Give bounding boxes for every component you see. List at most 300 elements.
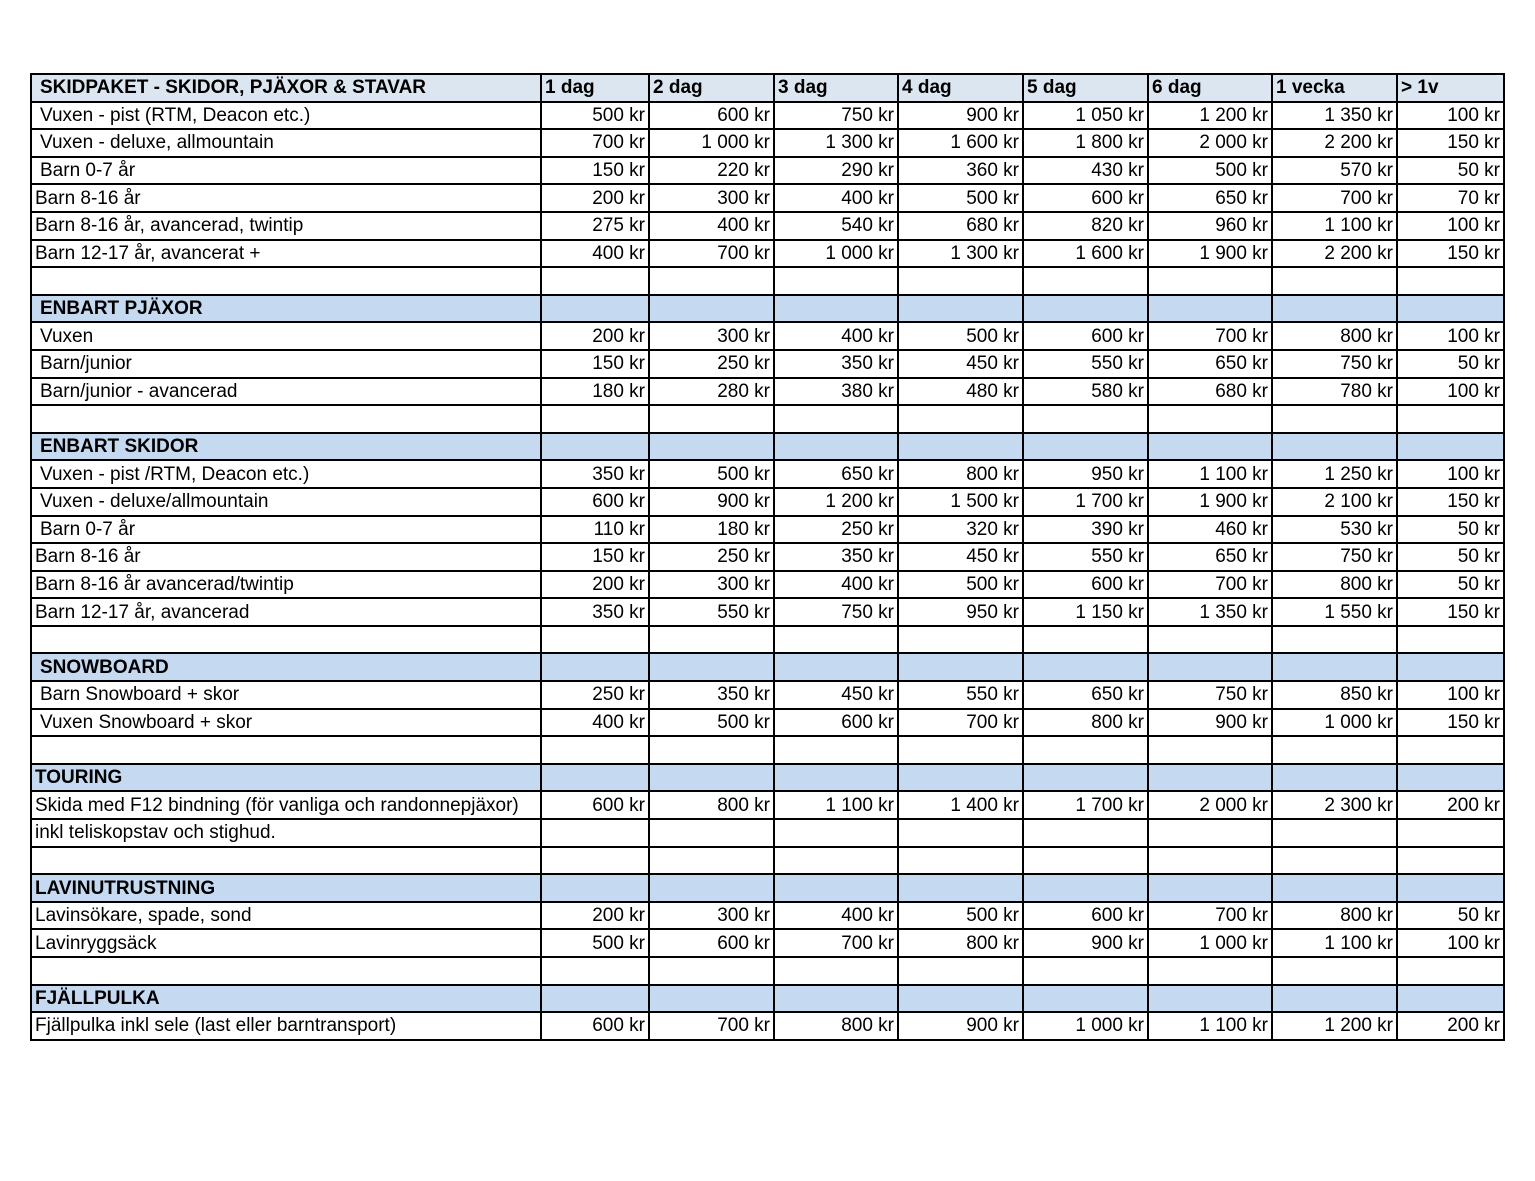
header-col-6-dag: 6 dag bbox=[1148, 74, 1272, 102]
price-cell: 600 kr bbox=[1023, 184, 1148, 212]
price-cell: 400 kr bbox=[541, 240, 649, 268]
empty-cell bbox=[774, 847, 898, 875]
price-cell: 700 kr bbox=[1148, 322, 1272, 350]
price-cell: 400 kr bbox=[774, 184, 898, 212]
header-col-5-dag: 5 dag bbox=[1023, 74, 1148, 102]
table-row bbox=[31, 322, 1504, 350]
price-cell: 950 kr bbox=[898, 598, 1023, 626]
empty-cell bbox=[649, 957, 774, 985]
table-row bbox=[31, 709, 1504, 737]
header-row bbox=[31, 74, 1504, 102]
empty-cell bbox=[649, 847, 774, 875]
empty-cell bbox=[541, 736, 649, 764]
empty-cell bbox=[1272, 874, 1397, 902]
price-cell: 650 kr bbox=[1148, 350, 1272, 378]
empty-cell bbox=[774, 957, 898, 985]
header-col-2-dag: 2 dag bbox=[649, 74, 774, 102]
price-cell: 1 150 kr bbox=[1023, 598, 1148, 626]
empty-cell bbox=[1397, 405, 1504, 433]
empty-cell bbox=[898, 736, 1023, 764]
price-cell: 600 kr bbox=[774, 709, 898, 737]
empty-cell bbox=[898, 764, 1023, 792]
price-cell: 1 000 kr bbox=[1023, 1012, 1148, 1040]
empty-cell bbox=[1023, 626, 1148, 654]
price-cell: 1 550 kr bbox=[1272, 598, 1397, 626]
price-cell: 950 kr bbox=[1023, 460, 1148, 488]
price-cell: 800 kr bbox=[1272, 322, 1397, 350]
empty-cell bbox=[1023, 653, 1148, 681]
price-cell: 750 kr bbox=[1148, 681, 1272, 709]
empty-cell bbox=[1272, 405, 1397, 433]
price-cell: 750 kr bbox=[774, 598, 898, 626]
blank-row bbox=[31, 267, 1504, 295]
price-cell: 700 kr bbox=[1272, 184, 1397, 212]
section-title: ENBART PJÄXOR bbox=[31, 295, 541, 323]
table-row bbox=[31, 378, 1504, 406]
price-cell: 100 kr bbox=[1397, 102, 1504, 130]
price-cell: 200 kr bbox=[1397, 791, 1504, 819]
price-cell: 1 100 kr bbox=[1272, 212, 1397, 240]
empty-cell bbox=[541, 847, 649, 875]
table-row bbox=[31, 819, 1504, 847]
price-cell: 1 300 kr bbox=[774, 129, 898, 157]
empty-cell bbox=[898, 653, 1023, 681]
price-cell: 1 100 kr bbox=[1148, 460, 1272, 488]
price-cell: 700 kr bbox=[774, 929, 898, 957]
price-cell: 450 kr bbox=[898, 543, 1023, 571]
price-cell: 50 kr bbox=[1397, 543, 1504, 571]
price-cell: 350 kr bbox=[541, 460, 649, 488]
item-label: Barn 0-7 år bbox=[31, 516, 541, 544]
empty-cell bbox=[1023, 957, 1148, 985]
empty-cell bbox=[1397, 874, 1504, 902]
empty-cell bbox=[1023, 985, 1148, 1013]
price-cell: 700 kr bbox=[649, 240, 774, 268]
price-cell: 150 kr bbox=[1397, 598, 1504, 626]
empty-cell bbox=[1148, 626, 1272, 654]
empty-cell bbox=[774, 764, 898, 792]
price-cell: 450 kr bbox=[898, 350, 1023, 378]
empty-cell bbox=[1397, 295, 1504, 323]
empty-cell bbox=[649, 433, 774, 461]
price-cell: 150 kr bbox=[541, 350, 649, 378]
empty-cell bbox=[541, 957, 649, 985]
price-cell: 400 kr bbox=[774, 322, 898, 350]
price-cell: 390 kr bbox=[1023, 516, 1148, 544]
empty-cell bbox=[649, 653, 774, 681]
empty-cell bbox=[1148, 985, 1272, 1013]
price-cell bbox=[1023, 819, 1148, 847]
price-cell: 50 kr bbox=[1397, 516, 1504, 544]
empty-cell bbox=[1272, 653, 1397, 681]
table-row bbox=[31, 516, 1504, 544]
price-cell: 700 kr bbox=[1148, 571, 1272, 599]
price-cell: 2 300 kr bbox=[1272, 791, 1397, 819]
price-cell bbox=[541, 819, 649, 847]
price-cell: 650 kr bbox=[1148, 184, 1272, 212]
price-cell: 50 kr bbox=[1397, 902, 1504, 930]
price-cell: 220 kr bbox=[649, 157, 774, 185]
header-col-3-dag: 3 dag bbox=[774, 74, 898, 102]
section-title: ENBART SKIDOR bbox=[31, 433, 541, 461]
empty-cell bbox=[649, 295, 774, 323]
price-cell: 2 200 kr bbox=[1272, 240, 1397, 268]
price-cell: 50 kr bbox=[1397, 571, 1504, 599]
price-cell: 275 kr bbox=[541, 212, 649, 240]
empty-cell bbox=[774, 736, 898, 764]
header-col-over-1v: > 1v bbox=[1397, 74, 1504, 102]
section-header-row bbox=[31, 295, 1504, 323]
price-cell bbox=[774, 819, 898, 847]
price-cell: 800 kr bbox=[1272, 571, 1397, 599]
empty-cell bbox=[1148, 267, 1272, 295]
price-cell: 400 kr bbox=[649, 212, 774, 240]
section-header-row bbox=[31, 653, 1504, 681]
empty-cell bbox=[649, 626, 774, 654]
empty-cell bbox=[649, 874, 774, 902]
table-row bbox=[31, 681, 1504, 709]
item-label: Lavinryggsäck bbox=[31, 929, 541, 957]
empty-cell bbox=[1272, 736, 1397, 764]
empty-cell bbox=[1148, 295, 1272, 323]
empty-cell bbox=[1148, 847, 1272, 875]
empty-cell bbox=[1023, 847, 1148, 875]
item-label: Lavinsökare, spade, sond bbox=[31, 902, 541, 930]
empty-cell bbox=[541, 626, 649, 654]
item-label: Vuxen - pist (RTM, Deacon etc.) bbox=[31, 102, 541, 130]
price-cell: 600 kr bbox=[541, 791, 649, 819]
price-cell: 1 050 kr bbox=[1023, 102, 1148, 130]
price-cell: 300 kr bbox=[649, 184, 774, 212]
section-header-row bbox=[31, 874, 1504, 902]
empty-cell bbox=[541, 295, 649, 323]
empty-cell bbox=[774, 653, 898, 681]
empty-cell bbox=[898, 433, 1023, 461]
price-cell: 500 kr bbox=[541, 929, 649, 957]
price-cell: 1 000 kr bbox=[1272, 709, 1397, 737]
empty-cell bbox=[1148, 764, 1272, 792]
price-cell: 550 kr bbox=[1023, 350, 1148, 378]
section-header-row bbox=[31, 985, 1504, 1013]
item-label: Barn/junior bbox=[31, 350, 541, 378]
price-cell bbox=[649, 819, 774, 847]
empty-cell bbox=[31, 626, 541, 654]
empty-cell bbox=[1272, 626, 1397, 654]
empty-cell bbox=[31, 847, 541, 875]
price-cell: 750 kr bbox=[1272, 543, 1397, 571]
empty-cell bbox=[541, 267, 649, 295]
empty-cell bbox=[898, 847, 1023, 875]
price-cell: 600 kr bbox=[541, 488, 649, 516]
table-row bbox=[31, 129, 1504, 157]
item-label: Vuxen - deluxe/allmountain bbox=[31, 488, 541, 516]
price-cell: 550 kr bbox=[1023, 543, 1148, 571]
price-cell: 900 kr bbox=[898, 1012, 1023, 1040]
empty-cell bbox=[1272, 433, 1397, 461]
price-cell: 750 kr bbox=[1272, 350, 1397, 378]
price-cell: 380 kr bbox=[774, 378, 898, 406]
price-cell: 500 kr bbox=[898, 322, 1023, 350]
price-cell: 2 200 kr bbox=[1272, 129, 1397, 157]
price-cell: 900 kr bbox=[898, 102, 1023, 130]
price-cell: 800 kr bbox=[1272, 902, 1397, 930]
empty-cell bbox=[898, 267, 1023, 295]
empty-cell bbox=[1023, 295, 1148, 323]
table-row bbox=[31, 543, 1504, 571]
price-cell: 150 kr bbox=[541, 543, 649, 571]
price-cell: 360 kr bbox=[898, 157, 1023, 185]
price-cell bbox=[898, 819, 1023, 847]
empty-cell bbox=[1023, 433, 1148, 461]
price-cell: 800 kr bbox=[898, 929, 1023, 957]
price-cell: 1 350 kr bbox=[1148, 598, 1272, 626]
empty-cell bbox=[1272, 764, 1397, 792]
empty-cell bbox=[31, 736, 541, 764]
empty-cell bbox=[1397, 626, 1504, 654]
empty-cell bbox=[1397, 267, 1504, 295]
empty-cell bbox=[1397, 433, 1504, 461]
empty-cell bbox=[1272, 847, 1397, 875]
price-cell: 200 kr bbox=[541, 322, 649, 350]
price-cell: 800 kr bbox=[1023, 709, 1148, 737]
price-cell: 780 kr bbox=[1272, 378, 1397, 406]
price-cell: 320 kr bbox=[898, 516, 1023, 544]
item-label: Fjällpulka inkl sele (last eller barntransport) bbox=[31, 1012, 541, 1040]
table-row bbox=[31, 240, 1504, 268]
price-cell: 960 kr bbox=[1148, 212, 1272, 240]
price-cell: 1 100 kr bbox=[1148, 1012, 1272, 1040]
price-cell: 550 kr bbox=[898, 681, 1023, 709]
price-cell: 1 100 kr bbox=[774, 791, 898, 819]
price-cell: 1 300 kr bbox=[898, 240, 1023, 268]
price-cell: 200 kr bbox=[1397, 1012, 1504, 1040]
price-cell: 180 kr bbox=[541, 378, 649, 406]
price-cell: 150 kr bbox=[541, 157, 649, 185]
empty-cell bbox=[898, 985, 1023, 1013]
empty-cell bbox=[649, 985, 774, 1013]
empty-cell bbox=[1397, 736, 1504, 764]
empty-cell bbox=[31, 267, 541, 295]
table-row bbox=[31, 791, 1504, 819]
table-row bbox=[31, 212, 1504, 240]
price-table bbox=[30, 73, 1505, 1041]
item-label: Barn 8-16 år bbox=[31, 543, 541, 571]
price-cell: 500 kr bbox=[1148, 157, 1272, 185]
price-cell: 680 kr bbox=[1148, 378, 1272, 406]
price-cell: 650 kr bbox=[1148, 543, 1272, 571]
item-label: Barn 12-17 år, avancerad bbox=[31, 598, 541, 626]
price-cell: 900 kr bbox=[1023, 929, 1148, 957]
price-cell: 50 kr bbox=[1397, 157, 1504, 185]
price-cell: 100 kr bbox=[1397, 929, 1504, 957]
table-row bbox=[31, 598, 1504, 626]
price-cell: 1 800 kr bbox=[1023, 129, 1148, 157]
header-col-1-dag: 1 dag bbox=[541, 74, 649, 102]
empty-cell bbox=[774, 295, 898, 323]
price-cell: 480 kr bbox=[898, 378, 1023, 406]
empty-cell bbox=[649, 405, 774, 433]
price-cell: 500 kr bbox=[898, 902, 1023, 930]
empty-cell bbox=[1272, 295, 1397, 323]
price-cell: 300 kr bbox=[649, 322, 774, 350]
price-cell bbox=[1272, 819, 1397, 847]
empty-cell bbox=[1148, 736, 1272, 764]
price-cell: 500 kr bbox=[898, 571, 1023, 599]
empty-cell bbox=[541, 433, 649, 461]
blank-row bbox=[31, 626, 1504, 654]
price-cell: 1 400 kr bbox=[898, 791, 1023, 819]
price-cell: 600 kr bbox=[649, 929, 774, 957]
item-label: Vuxen - deluxe, allmountain bbox=[31, 129, 541, 157]
item-label: Barn 12-17 år, avancerat + bbox=[31, 240, 541, 268]
empty-cell bbox=[649, 764, 774, 792]
price-cell: 1 200 kr bbox=[774, 488, 898, 516]
price-cell: 820 kr bbox=[1023, 212, 1148, 240]
price-cell: 600 kr bbox=[1023, 902, 1148, 930]
empty-cell bbox=[1148, 653, 1272, 681]
empty-cell bbox=[649, 267, 774, 295]
price-cell: 500 kr bbox=[541, 102, 649, 130]
empty-cell bbox=[1397, 653, 1504, 681]
empty-cell bbox=[774, 405, 898, 433]
table-row bbox=[31, 902, 1504, 930]
section-header-row bbox=[31, 433, 1504, 461]
empty-cell bbox=[541, 764, 649, 792]
price-cell: 450 kr bbox=[774, 681, 898, 709]
blank-row bbox=[31, 957, 1504, 985]
header-title: SKIDPAKET - SKIDOR, PJÄXOR & STAVAR bbox=[31, 74, 541, 102]
price-cell: 1 600 kr bbox=[1023, 240, 1148, 268]
price-cell: 680 kr bbox=[898, 212, 1023, 240]
price-cell: 850 kr bbox=[1272, 681, 1397, 709]
price-cell: 150 kr bbox=[1397, 240, 1504, 268]
empty-cell bbox=[1397, 764, 1504, 792]
price-cell: 2 000 kr bbox=[1148, 129, 1272, 157]
empty-cell bbox=[774, 433, 898, 461]
empty-cell bbox=[774, 267, 898, 295]
item-label: Vuxen bbox=[31, 322, 541, 350]
price-cell bbox=[1148, 819, 1272, 847]
empty-cell bbox=[31, 957, 541, 985]
empty-cell bbox=[1148, 957, 1272, 985]
price-cell: 150 kr bbox=[1397, 129, 1504, 157]
price-cell: 460 kr bbox=[1148, 516, 1272, 544]
empty-cell bbox=[898, 957, 1023, 985]
price-cell: 1 250 kr bbox=[1272, 460, 1397, 488]
empty-cell bbox=[1148, 405, 1272, 433]
price-cell: 300 kr bbox=[649, 571, 774, 599]
empty-cell bbox=[1397, 985, 1504, 1013]
price-cell: 800 kr bbox=[774, 1012, 898, 1040]
price-cell: 900 kr bbox=[1148, 709, 1272, 737]
section-title: SNOWBOARD bbox=[31, 653, 541, 681]
price-cell: 540 kr bbox=[774, 212, 898, 240]
item-label: Vuxen Snowboard + skor bbox=[31, 709, 541, 737]
item-label: Barn Snowboard + skor bbox=[31, 681, 541, 709]
empty-cell bbox=[1023, 874, 1148, 902]
price-cell: 1 600 kr bbox=[898, 129, 1023, 157]
item-label: Barn 8-16 år avancerad/twintip bbox=[31, 571, 541, 599]
price-cell: 580 kr bbox=[1023, 378, 1148, 406]
table-row bbox=[31, 460, 1504, 488]
price-cell: 550 kr bbox=[649, 598, 774, 626]
item-label: Barn 0-7 år bbox=[31, 157, 541, 185]
price-cell: 600 kr bbox=[649, 102, 774, 130]
price-cell: 500 kr bbox=[898, 184, 1023, 212]
empty-cell bbox=[541, 985, 649, 1013]
price-cell: 250 kr bbox=[649, 543, 774, 571]
section-title: TOURING bbox=[31, 764, 541, 792]
price-cell: 800 kr bbox=[898, 460, 1023, 488]
table-row bbox=[31, 350, 1504, 378]
item-label: inkl teliskopstav och stighud. bbox=[31, 819, 541, 847]
blank-row bbox=[31, 405, 1504, 433]
price-cell: 650 kr bbox=[774, 460, 898, 488]
price-cell: 1 350 kr bbox=[1272, 102, 1397, 130]
blank-row bbox=[31, 847, 1504, 875]
table-row bbox=[31, 571, 1504, 599]
price-cell: 110 kr bbox=[541, 516, 649, 544]
empty-cell bbox=[898, 405, 1023, 433]
price-cell: 100 kr bbox=[1397, 322, 1504, 350]
price-cell: 600 kr bbox=[1023, 571, 1148, 599]
price-cell: 500 kr bbox=[649, 709, 774, 737]
price-cell: 100 kr bbox=[1397, 212, 1504, 240]
price-cell: 1 000 kr bbox=[774, 240, 898, 268]
price-cell: 700 kr bbox=[649, 1012, 774, 1040]
price-cell: 250 kr bbox=[649, 350, 774, 378]
price-cell: 1 700 kr bbox=[1023, 791, 1148, 819]
price-cell: 1 100 kr bbox=[1272, 929, 1397, 957]
price-cell: 350 kr bbox=[541, 598, 649, 626]
empty-cell bbox=[1272, 957, 1397, 985]
price-cell: 290 kr bbox=[774, 157, 898, 185]
empty-cell bbox=[541, 874, 649, 902]
price-cell: 100 kr bbox=[1397, 460, 1504, 488]
price-cell: 200 kr bbox=[541, 902, 649, 930]
item-label: Barn/junior - avancerad bbox=[31, 378, 541, 406]
price-cell: 900 kr bbox=[649, 488, 774, 516]
price-cell: 150 kr bbox=[1397, 488, 1504, 516]
empty-cell bbox=[1023, 736, 1148, 764]
item-label: Barn 8-16 år bbox=[31, 184, 541, 212]
empty-cell bbox=[541, 405, 649, 433]
price-cell: 400 kr bbox=[541, 709, 649, 737]
item-label: Skida med F12 bindning (för vanliga och randonnepjäxor) bbox=[31, 791, 541, 819]
table-row bbox=[31, 102, 1504, 130]
price-cell: 1 900 kr bbox=[1148, 240, 1272, 268]
price-cell: 350 kr bbox=[774, 350, 898, 378]
empty-cell bbox=[898, 874, 1023, 902]
price-cell: 350 kr bbox=[649, 681, 774, 709]
price-cell: 430 kr bbox=[1023, 157, 1148, 185]
table-row bbox=[31, 184, 1504, 212]
empty-cell bbox=[649, 736, 774, 764]
price-cell bbox=[1397, 819, 1504, 847]
empty-cell bbox=[1397, 847, 1504, 875]
item-label: Barn 8-16 år, avancerad, twintip bbox=[31, 212, 541, 240]
price-cell: 800 kr bbox=[649, 791, 774, 819]
price-cell: 250 kr bbox=[774, 516, 898, 544]
empty-cell bbox=[1397, 957, 1504, 985]
table-row bbox=[31, 929, 1504, 957]
price-cell: 1 700 kr bbox=[1023, 488, 1148, 516]
price-cell: 100 kr bbox=[1397, 378, 1504, 406]
price-cell: 350 kr bbox=[774, 543, 898, 571]
empty-cell bbox=[1023, 405, 1148, 433]
price-cell: 750 kr bbox=[774, 102, 898, 130]
price-cell: 2 000 kr bbox=[1148, 791, 1272, 819]
